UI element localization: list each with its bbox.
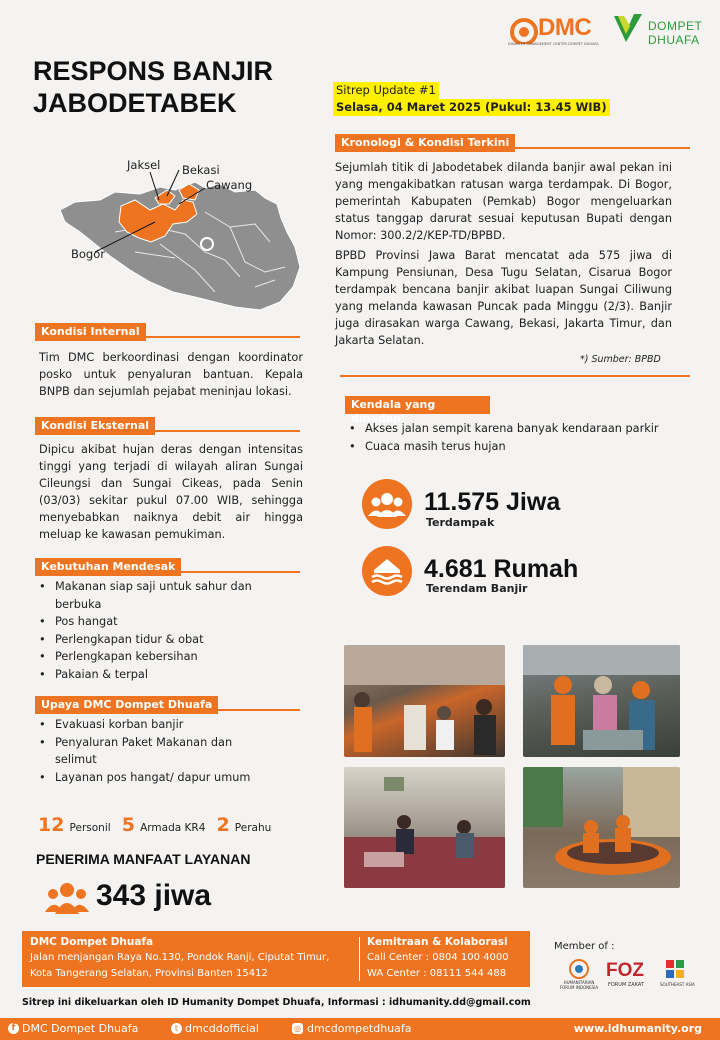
upaya-heading: Upaya DMC Dompet Dhuafa xyxy=(35,693,300,711)
sitrep-label: Sitrep Update #1 xyxy=(333,82,439,99)
people-stat-value: 11.575 Jiwa xyxy=(424,488,561,516)
internal-text: Tim DMC berkoordinasi dengan koordinator posko untuk penyaluran bantuan. Kepala BNPB dan sejumlah pejabat meninjau lokasi. xyxy=(39,351,303,398)
kronologi-heading: Kronologi & Kondisi Terkini xyxy=(335,131,690,149)
people-group-icon xyxy=(45,880,89,916)
internal-heading: Kondisi Internal xyxy=(35,320,300,338)
map-label-cawang: Cawang xyxy=(206,178,253,192)
member-foz-sub: FORUM ZAKAT xyxy=(608,982,644,988)
list-item: • Makanan siap saji untuk sahur dan berbuka xyxy=(35,578,285,613)
footer-wa: WA Center : 08111 544 488 xyxy=(367,968,507,979)
dmc-logo xyxy=(508,14,600,52)
list-item: • Cuaca masih terus hujan xyxy=(345,438,690,456)
perahu-label: Perahu xyxy=(234,822,272,834)
sea-logo-icon xyxy=(664,958,688,980)
list-item: • Akses jalan sempit karena banyak kendaraan parkir xyxy=(345,420,690,438)
kendala-heading: Kendala yang dihadapi xyxy=(345,396,490,414)
facebook-icon: f xyxy=(8,1023,19,1034)
sitrep-date: Selasa, 04 Maret 2025 (Pukul: 13.45 WIB) xyxy=(333,99,610,116)
kebutuhan-heading: Kebutuhan Mendesak xyxy=(35,555,300,573)
footer-address2: Kota Tangerang Selatan, Provinsi Banten 15412 xyxy=(30,968,268,979)
armada-count: 5 xyxy=(121,814,135,836)
footer-divider xyxy=(359,937,360,981)
eksternal-text: Dipicu akibat hujan deras dengan intensitas tinggi yang terjadi di wilayah aliran Sungai Cileungsi dan Sungai Cikeas, pada Senin (03/03) sekitar pukul 07.00 WIB, sehingga menyebabkan naiknya debit air hingga meluap ke kawasan pemukiman. xyxy=(39,443,303,541)
footer-contact-box xyxy=(22,931,530,987)
personil-label: Personil xyxy=(69,822,111,834)
dompet-dhuafa-logo xyxy=(612,12,707,52)
map-label-bogor: Bogor xyxy=(71,247,105,261)
photo-boat-rescue xyxy=(523,767,680,888)
list-item: • Layanan pos hangat/ dapur umum xyxy=(35,769,270,787)
footer-address1: Jalan menjangan Raya No.130, Pondok Ranji, Ciputat Timur, xyxy=(30,952,330,963)
flooded-house-icon xyxy=(362,546,412,596)
member-foz: FOZ xyxy=(606,960,644,981)
hfi-logo-icon xyxy=(564,958,594,980)
dd-logo-line1: DOMPET xyxy=(648,19,703,33)
footer-call: Call Center : 0804 100 4000 xyxy=(367,952,509,963)
member-hfi: HUMANITARIAN FORUM INDONESIA xyxy=(559,980,599,990)
social-facebook[interactable]: DMC Dompet Dhuafa xyxy=(22,1022,139,1035)
member-logos xyxy=(556,958,696,994)
penerima-heading: PENERIMA MANFAAT LAYANAN xyxy=(36,851,251,867)
list-item: • Evakuasi korban banjir xyxy=(35,716,270,734)
issued-note: Sitrep ini dikeluarkan oleh ID Humanity Dompet Dhuafa, Informasi : idhumanity.dd@gmail.com xyxy=(22,997,531,1008)
map-label-bekasi: Bekasi xyxy=(182,163,220,177)
kronologi-source: *) Sumber: BPBD xyxy=(580,354,661,365)
page-title xyxy=(33,55,273,119)
personil-count: 12 xyxy=(38,814,65,836)
house-stat-icon xyxy=(362,546,412,596)
kebutuhan-list xyxy=(35,578,285,683)
website-link[interactable]: www.idhumanity.org xyxy=(573,1022,702,1035)
title-line2: JABODETABEK xyxy=(33,88,237,118)
photo-evacuation-image xyxy=(523,645,680,757)
twitter-icon: t xyxy=(171,1023,182,1034)
member-sea: SOUTHEAST ASIA xyxy=(660,982,695,987)
resources-row xyxy=(38,814,308,840)
title-line1: RESPONS BANJIR xyxy=(33,56,274,86)
social-instagram[interactable]: dmcdompetdhuafa xyxy=(307,1022,412,1035)
people-group-icon xyxy=(362,479,412,529)
dompet-dhuafa-icon xyxy=(612,12,644,46)
footer-kemitraan: Kemitraan & Kolaborasi xyxy=(367,936,508,948)
penerima-value: 343 jiwa xyxy=(96,879,212,912)
kronologi-p1: Sejumlah titik di Jabodetabek dilanda banjir awal pekan ini yang mengakibatkan ratusan warga terdampak. Di Bogor, pemerintah Kabupaten (Pemkab) Bogor mengeluarkan status tanggap darurat sesuai keputusan Bupati dengan Nomor: 300.2/2/KEP-TD/BPBD. xyxy=(335,161,672,242)
upaya-list xyxy=(35,716,270,786)
kronologi-divider xyxy=(340,375,690,377)
armada-label: Armada KR4 xyxy=(140,822,206,834)
photo-refugees-image xyxy=(344,767,505,888)
list-item: • Penyaluran Paket Makanan dan selimut xyxy=(35,734,270,769)
photo-posko xyxy=(344,645,505,757)
list-item: • Perlengkapan tidur & obat xyxy=(35,631,285,649)
penerima-icon xyxy=(45,880,89,916)
photo-boat-rescue-image xyxy=(523,767,680,888)
dd-logo-line2: DHUAFA xyxy=(648,33,700,47)
member-of-label: Member of : xyxy=(554,941,615,952)
dmc-logo-sub: DISASTER MANAGEMENT CENTER DOMPET DHUAFA xyxy=(508,42,599,46)
people-stat-label: Terdampak xyxy=(426,516,495,529)
dmc-logo-icon xyxy=(508,16,540,44)
instagram-icon: ◎ xyxy=(292,1023,303,1034)
map-label-jaksel: Jaksel xyxy=(127,158,161,172)
social-twitter[interactable]: dmcddofficial xyxy=(185,1022,259,1035)
list-item: • Perlengkapan kebersihan xyxy=(35,648,285,666)
photo-posko-image xyxy=(344,645,505,757)
people-stat-icon xyxy=(362,479,412,529)
map xyxy=(55,152,315,317)
list-item: • Pos hangat xyxy=(35,613,285,631)
eksternal-heading: Kondisi Eksternal xyxy=(35,414,300,432)
social-bar xyxy=(0,1018,720,1040)
house-stat-label: Terendam Banjir xyxy=(426,582,528,595)
photo-refugees xyxy=(344,767,505,888)
footer-org: DMC Dompet Dhuafa xyxy=(30,936,154,948)
photo-evacuation xyxy=(523,645,680,757)
perahu-count: 2 xyxy=(216,814,230,836)
house-stat-value: 4.681 Rumah xyxy=(424,555,579,583)
kendala-list xyxy=(345,420,690,455)
kronologi-p2: BPBD Provinsi Jawa Barat mencatat ada 575 jiwa di Kampung Pensiunan, Desa Tugu Selatan, Cisarua Bogor terdampak bencana banjir akibat luapan Sungai Ciliwung yang melanda kawasan Puncak pada Minggu (2/3). Banjir juga dirasakan warga Cawang, Bekasi, Jakarta Timur, dan Jakarta Selatan. xyxy=(335,249,672,347)
list-item: • Pakaian & terpal xyxy=(35,666,285,684)
dmc-logo-text: DMC xyxy=(538,14,592,41)
